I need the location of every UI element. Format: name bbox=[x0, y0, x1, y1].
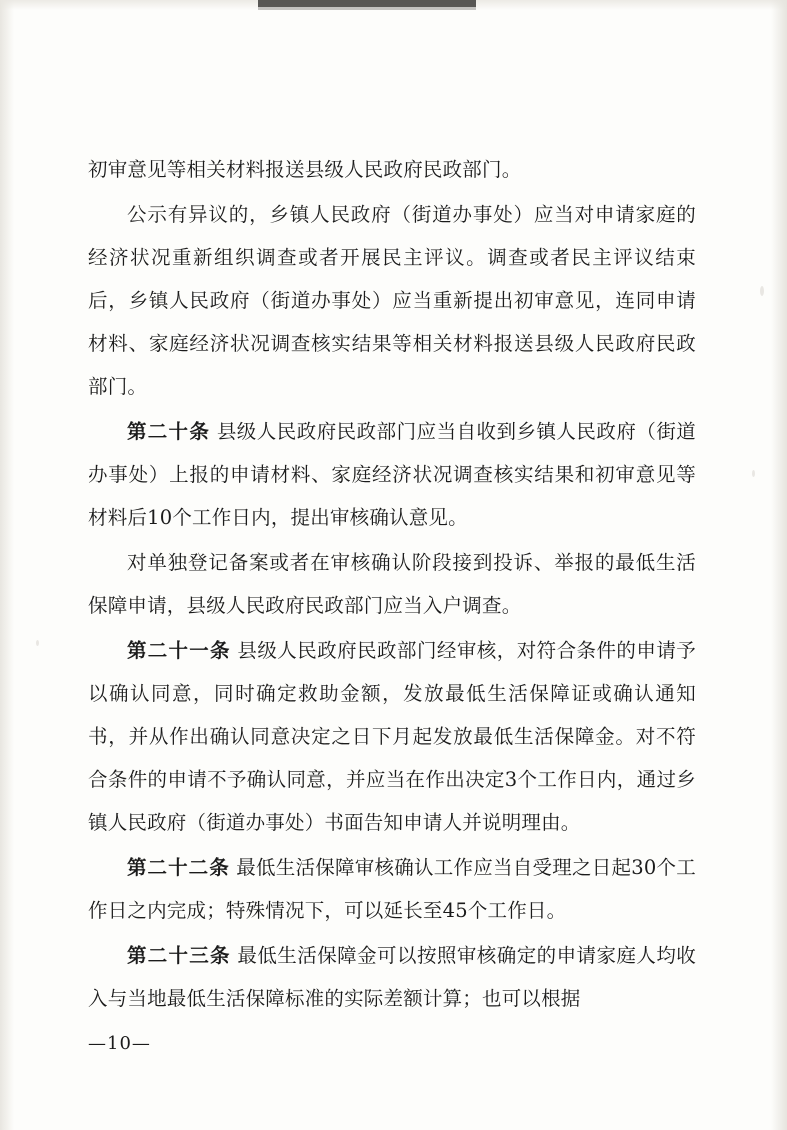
paragraph bbox=[88, 148, 696, 191]
binding-mark-shadow bbox=[258, 7, 476, 10]
paragraph-article-20 bbox=[88, 410, 696, 539]
paragraph-text: 对单独登记备案或者在审核确认阶段接到投诉、举报的最低生活保障申请，县级人民政府民政部门应当入户调查。 bbox=[88, 551, 696, 617]
scan-speckle bbox=[36, 640, 39, 646]
article-label: 第二十条 bbox=[127, 420, 211, 443]
paragraph-text: 最低生活保障审核确认工作应当自受理之日起30个工作日之内完成；特殊情况下，可以延长至45个工作日。 bbox=[88, 856, 696, 922]
article-label: 第二十三条 bbox=[127, 944, 231, 967]
paragraph-text: 初审意见等相关材料报送县级人民政府民政部门。 bbox=[88, 158, 522, 181]
paragraph-text: 县级人民政府民政部门经审核，对符合条件的申请予以确认同意，同时确定救助金额，发放最低生活保障证或确认通知书，并从作出确认同意决定之日下月起发放最低生活保障金。对不符合条件的申请不予确认同意，并应当在作出决定3个工作日内，通过乡镇人民政府（街道办事处）书面告知申请人并说明理由。 bbox=[88, 639, 696, 834]
paragraph-article-21 bbox=[88, 629, 696, 844]
paragraph bbox=[88, 193, 696, 408]
article-label: 第二十二条 bbox=[127, 856, 230, 879]
scan-speckle bbox=[760, 286, 764, 296]
paragraph-text: 县级人民政府民政部门应当自收到乡镇人民政府（街道办事处）上报的申请材料、家庭经济状况调查核实结果和初审意见等材料后10个工作日内，提出审核确认意见。 bbox=[88, 420, 696, 529]
scan-edge-right bbox=[771, 0, 787, 1130]
paragraph-article-22 bbox=[88, 846, 696, 932]
scan-speckle bbox=[752, 470, 755, 477]
paragraph-text: 最低生活保障金可以按照审核确定的申请家庭人均收入与当地最低生活保障标准的实际差额计算；也可以根据 bbox=[88, 944, 696, 1010]
page-number: —10— bbox=[88, 1033, 151, 1054]
binding-mark bbox=[258, 0, 476, 7]
article-label: 第二十一条 bbox=[127, 639, 231, 662]
paragraph bbox=[88, 541, 696, 627]
paragraph-article-23 bbox=[88, 934, 696, 1020]
document-body bbox=[88, 148, 696, 1022]
scan-edge-left bbox=[0, 0, 14, 1130]
paragraph-text: 公示有异议的，乡镇人民政府（街道办事处）应当对申请家庭的经济状况重新组织调查或者开展民主评议。调查或者民主评议结束后，乡镇人民政府（街道办事处）应当重新提出初审意见，连同申请材料、家庭经济状况调查核实结果等相关材料报送县级人民政府民政部门。 bbox=[88, 203, 696, 398]
